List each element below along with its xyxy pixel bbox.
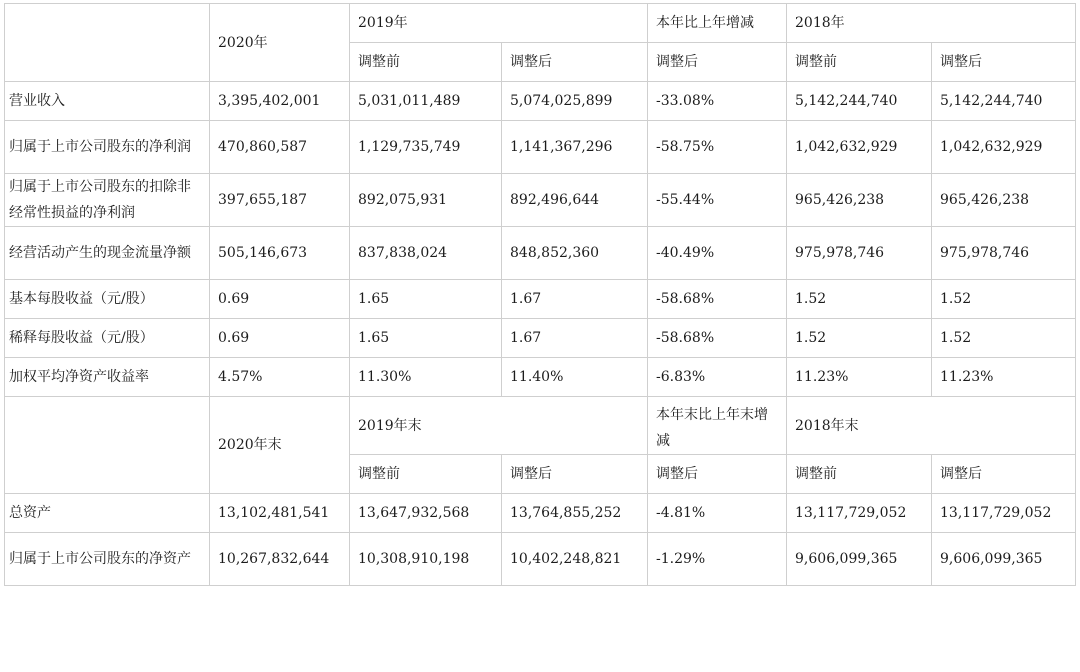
value-2018-before: 13,117,729,052	[787, 494, 932, 533]
value-2018-before: 1,042,632,929	[787, 121, 932, 174]
value-2020: 3,395,402,001	[210, 82, 350, 121]
value-2018-after: 965,426,238	[932, 174, 1076, 227]
section2-corner-cell	[5, 397, 210, 494]
value-2019-after: 13,764,855,252	[502, 494, 648, 533]
row-label: 归属于上市公司股东的净资产	[5, 533, 210, 586]
table-row	[5, 227, 1076, 280]
value-2018-before: 11.23%	[787, 358, 932, 397]
value-change: -33.08%	[648, 82, 787, 121]
section1-2018-before-header: 调整前	[787, 43, 932, 82]
row-label: 归属于上市公司股东的扣除非经常性损益的净利润	[5, 174, 210, 227]
table-row	[5, 533, 1076, 586]
value-change: -40.49%	[648, 227, 787, 280]
row-label: 归属于上市公司股东的净利润	[5, 121, 210, 174]
section1-col-change: 本年比上年增减	[648, 4, 787, 43]
value-2018-before: 975,978,746	[787, 227, 932, 280]
section2-change-after-header: 调整后	[648, 455, 787, 494]
value-2018-after: 5,142,244,740	[932, 82, 1076, 121]
value-2018-before: 1.52	[787, 319, 932, 358]
value-2019-before: 1,129,735,749	[350, 121, 502, 174]
section2-2018-before-header: 调整前	[787, 455, 932, 494]
value-change: -58.75%	[648, 121, 787, 174]
section2-2018-after-header: 调整后	[932, 455, 1076, 494]
section1-2019-after-header: 调整后	[502, 43, 648, 82]
value-2019-after: 1.67	[502, 319, 648, 358]
section1-header-row	[5, 4, 1076, 43]
value-2020: 397,655,187	[210, 174, 350, 227]
value-2020: 4.57%	[210, 358, 350, 397]
value-2019-before: 1.65	[350, 280, 502, 319]
value-2019-before: 10,308,910,198	[350, 533, 502, 586]
row-label: 稀释每股收益（元/股）	[5, 319, 210, 358]
value-2019-before: 837,838,024	[350, 227, 502, 280]
value-2018-after: 1.52	[932, 280, 1076, 319]
row-label: 总资产	[5, 494, 210, 533]
value-2018-after: 13,117,729,052	[932, 494, 1076, 533]
value-change: -1.29%	[648, 533, 787, 586]
value-2018-before: 965,426,238	[787, 174, 932, 227]
value-2018-before: 5,142,244,740	[787, 82, 932, 121]
financial-summary-table	[4, 3, 1076, 586]
value-2018-after: 9,606,099,365	[932, 533, 1076, 586]
value-change: -6.83%	[648, 358, 787, 397]
value-2019-after: 848,852,360	[502, 227, 648, 280]
value-2019-after: 5,074,025,899	[502, 82, 648, 121]
value-2020: 470,860,587	[210, 121, 350, 174]
value-2020: 505,146,673	[210, 227, 350, 280]
value-2018-before: 9,606,099,365	[787, 533, 932, 586]
table-row	[5, 82, 1076, 121]
value-2020: 13,102,481,541	[210, 494, 350, 533]
value-2018-after: 11.23%	[932, 358, 1076, 397]
section2-col-2019: 2019年末	[350, 397, 648, 455]
row-label: 基本每股收益（元/股）	[5, 280, 210, 319]
value-2019-after: 892,496,644	[502, 174, 648, 227]
value-2018-after: 975,978,746	[932, 227, 1076, 280]
value-2019-after: 10,402,248,821	[502, 533, 648, 586]
value-change: -55.44%	[648, 174, 787, 227]
section1-col-2020: 2020年	[210, 4, 350, 82]
value-2019-before: 11.30%	[350, 358, 502, 397]
section1-corner-cell	[5, 4, 210, 82]
table-row	[5, 280, 1076, 319]
value-2020: 10,267,832,644	[210, 533, 350, 586]
table-row	[5, 358, 1076, 397]
section1-2019-before-header: 调整前	[350, 43, 502, 82]
section1-col-2019: 2019年	[350, 4, 648, 43]
table-row	[5, 494, 1076, 533]
section2-header-row	[5, 397, 1076, 455]
row-label: 加权平均净资产收益率	[5, 358, 210, 397]
table-row	[5, 174, 1076, 227]
value-2019-after: 1,141,367,296	[502, 121, 648, 174]
value-2020: 0.69	[210, 319, 350, 358]
row-label: 营业收入	[5, 82, 210, 121]
value-change: -58.68%	[648, 280, 787, 319]
value-2019-before: 1.65	[350, 319, 502, 358]
value-2019-before: 5,031,011,489	[350, 82, 502, 121]
section2-2019-after-header: 调整后	[502, 455, 648, 494]
value-change: -4.81%	[648, 494, 787, 533]
value-2018-after: 1.52	[932, 319, 1076, 358]
section2-col-2020: 2020年末	[210, 397, 350, 494]
value-2020: 0.69	[210, 280, 350, 319]
value-2019-before: 13,647,932,568	[350, 494, 502, 533]
value-change: -58.68%	[648, 319, 787, 358]
value-2019-before: 892,075,931	[350, 174, 502, 227]
value-2018-after: 1,042,632,929	[932, 121, 1076, 174]
section2-2019-before-header: 调整前	[350, 455, 502, 494]
section2-col-change: 本年末比上年末增减	[648, 397, 787, 455]
value-2019-after: 11.40%	[502, 358, 648, 397]
value-2019-after: 1.67	[502, 280, 648, 319]
section1-col-2018: 2018年	[787, 4, 1076, 43]
section1-change-after-header: 调整后	[648, 43, 787, 82]
value-2018-before: 1.52	[787, 280, 932, 319]
section1-2018-after-header: 调整后	[932, 43, 1076, 82]
table-row	[5, 319, 1076, 358]
row-label: 经营活动产生的现金流量净额	[5, 227, 210, 280]
table-row	[5, 121, 1076, 174]
section2-col-2018: 2018年末	[787, 397, 1076, 455]
